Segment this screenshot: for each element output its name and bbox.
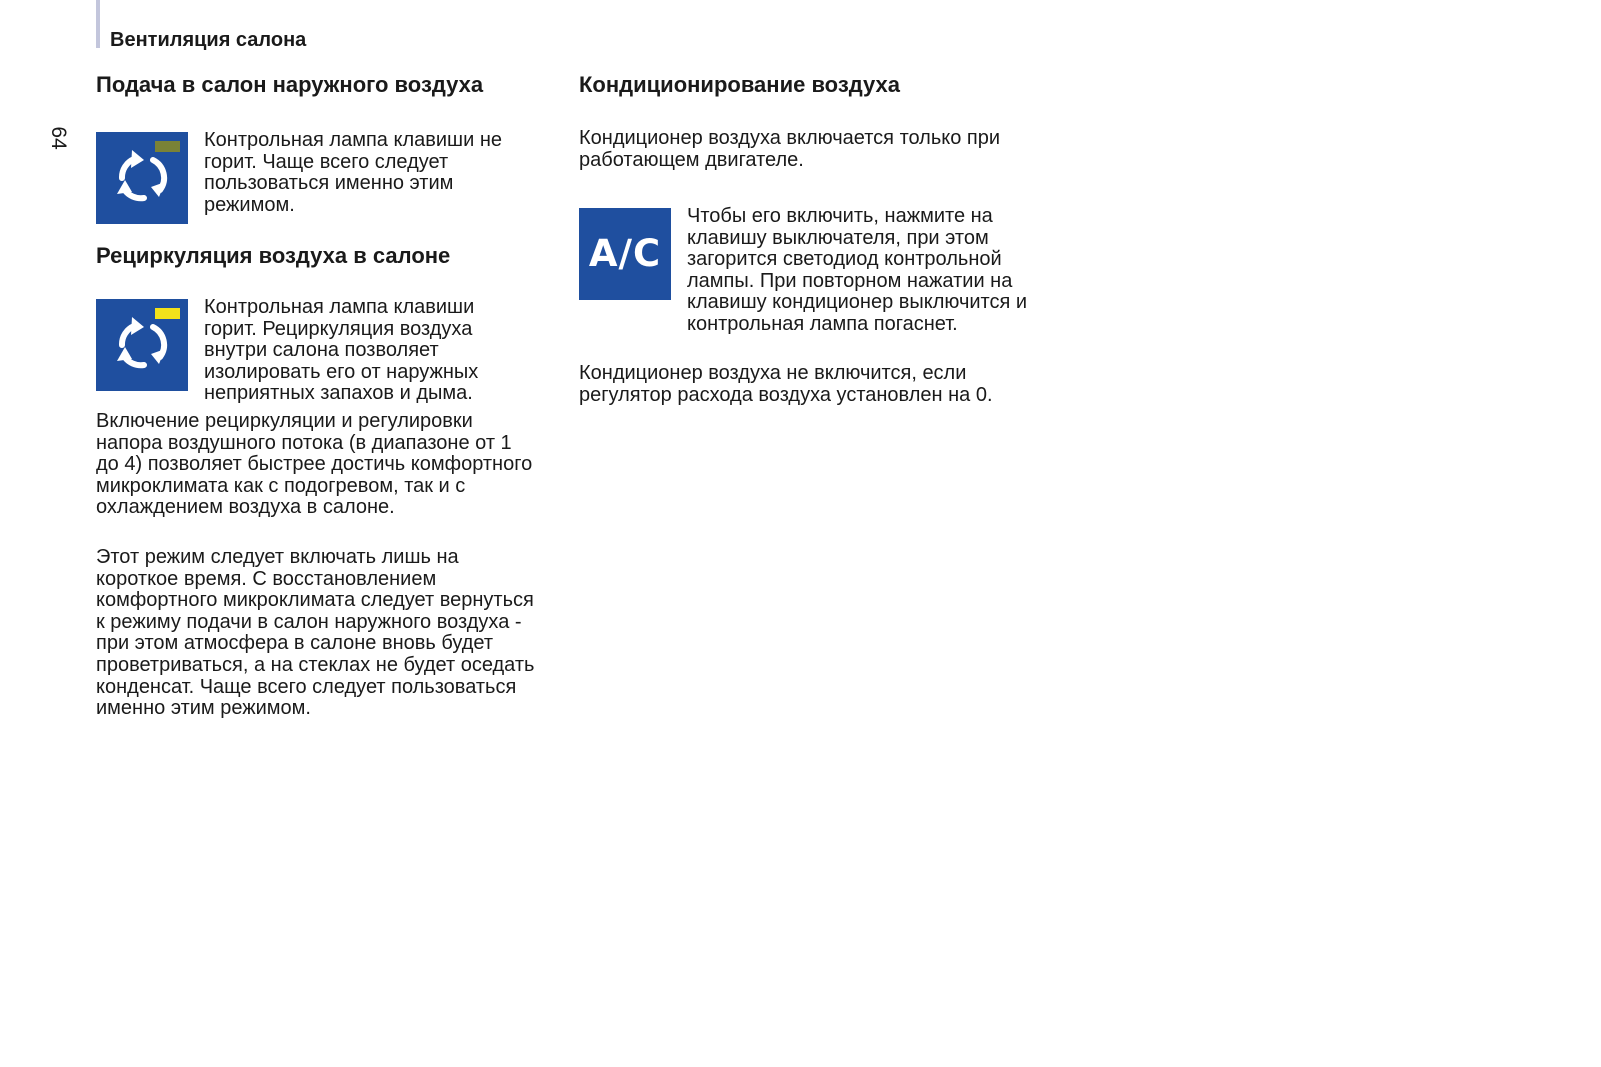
recirculation-text: Контрольная лампа клавиши горит. Рециркуляция воздуха внутри салона позволяет изолировать его от наружных неприятных запахов и дыма. (204, 296, 479, 405)
ac-button-icon (579, 208, 671, 300)
indicator-lamp-off (155, 141, 180, 152)
recirculation-off-icon (96, 132, 188, 224)
section-header: Вентиляция салона (110, 29, 307, 51)
section-header-bar (96, 0, 100, 48)
recirculation-on-icon (96, 299, 188, 391)
indicator-lamp-on (155, 308, 180, 319)
recirculation-paragraph-1: Включение рециркуляции и регулировки напора воздушного потока (в диапазоне от 1 до 4) позволяет быстрее достичь комфортного микроклимата как с подогревом, так и с охлаждением воздуха в салоне. (96, 410, 533, 519)
ac-note-text: Кондиционер воздуха не включится, если регулятор расхода воздуха установлен на 0. (579, 362, 993, 406)
recirculation-heading: Рециркуляция воздуха в салоне (96, 243, 451, 268)
outside-air-heading: Подача в салон наружного воздуха (96, 72, 484, 97)
outside-air-text: Контрольная лампа клавиши не горит. Чаще всего следует пользоваться именно этим режимом. (204, 129, 502, 216)
ac-intro-text: Кондиционер воздуха включается только при работающем двигателе. (579, 127, 1001, 171)
ac-button-label: A/C (588, 232, 662, 275)
ac-heading: Кондиционирование воздуха (579, 72, 900, 97)
page-number: 64 (47, 126, 70, 150)
recirculation-paragraph-2: Этот режим следует включать лишь на короткое время. С восстановлением комфортного микроклимата следует вернуться к режиму подачи в салон наружного воздуха - при этом атмосфера в салоне вновь будет проветриваться, а на стеклах не будет оседать конденсат. Чаще всего следует пользоваться именно этим режимом. (96, 546, 535, 720)
ac-instruction-text: Чтобы его включить, нажмите на клавишу выключателя, при этом загорится светодиод контрольной лампы. При повторном нажатии на клавишу кондиционер выключится и контрольная лампа погаснет. (687, 205, 1028, 335)
